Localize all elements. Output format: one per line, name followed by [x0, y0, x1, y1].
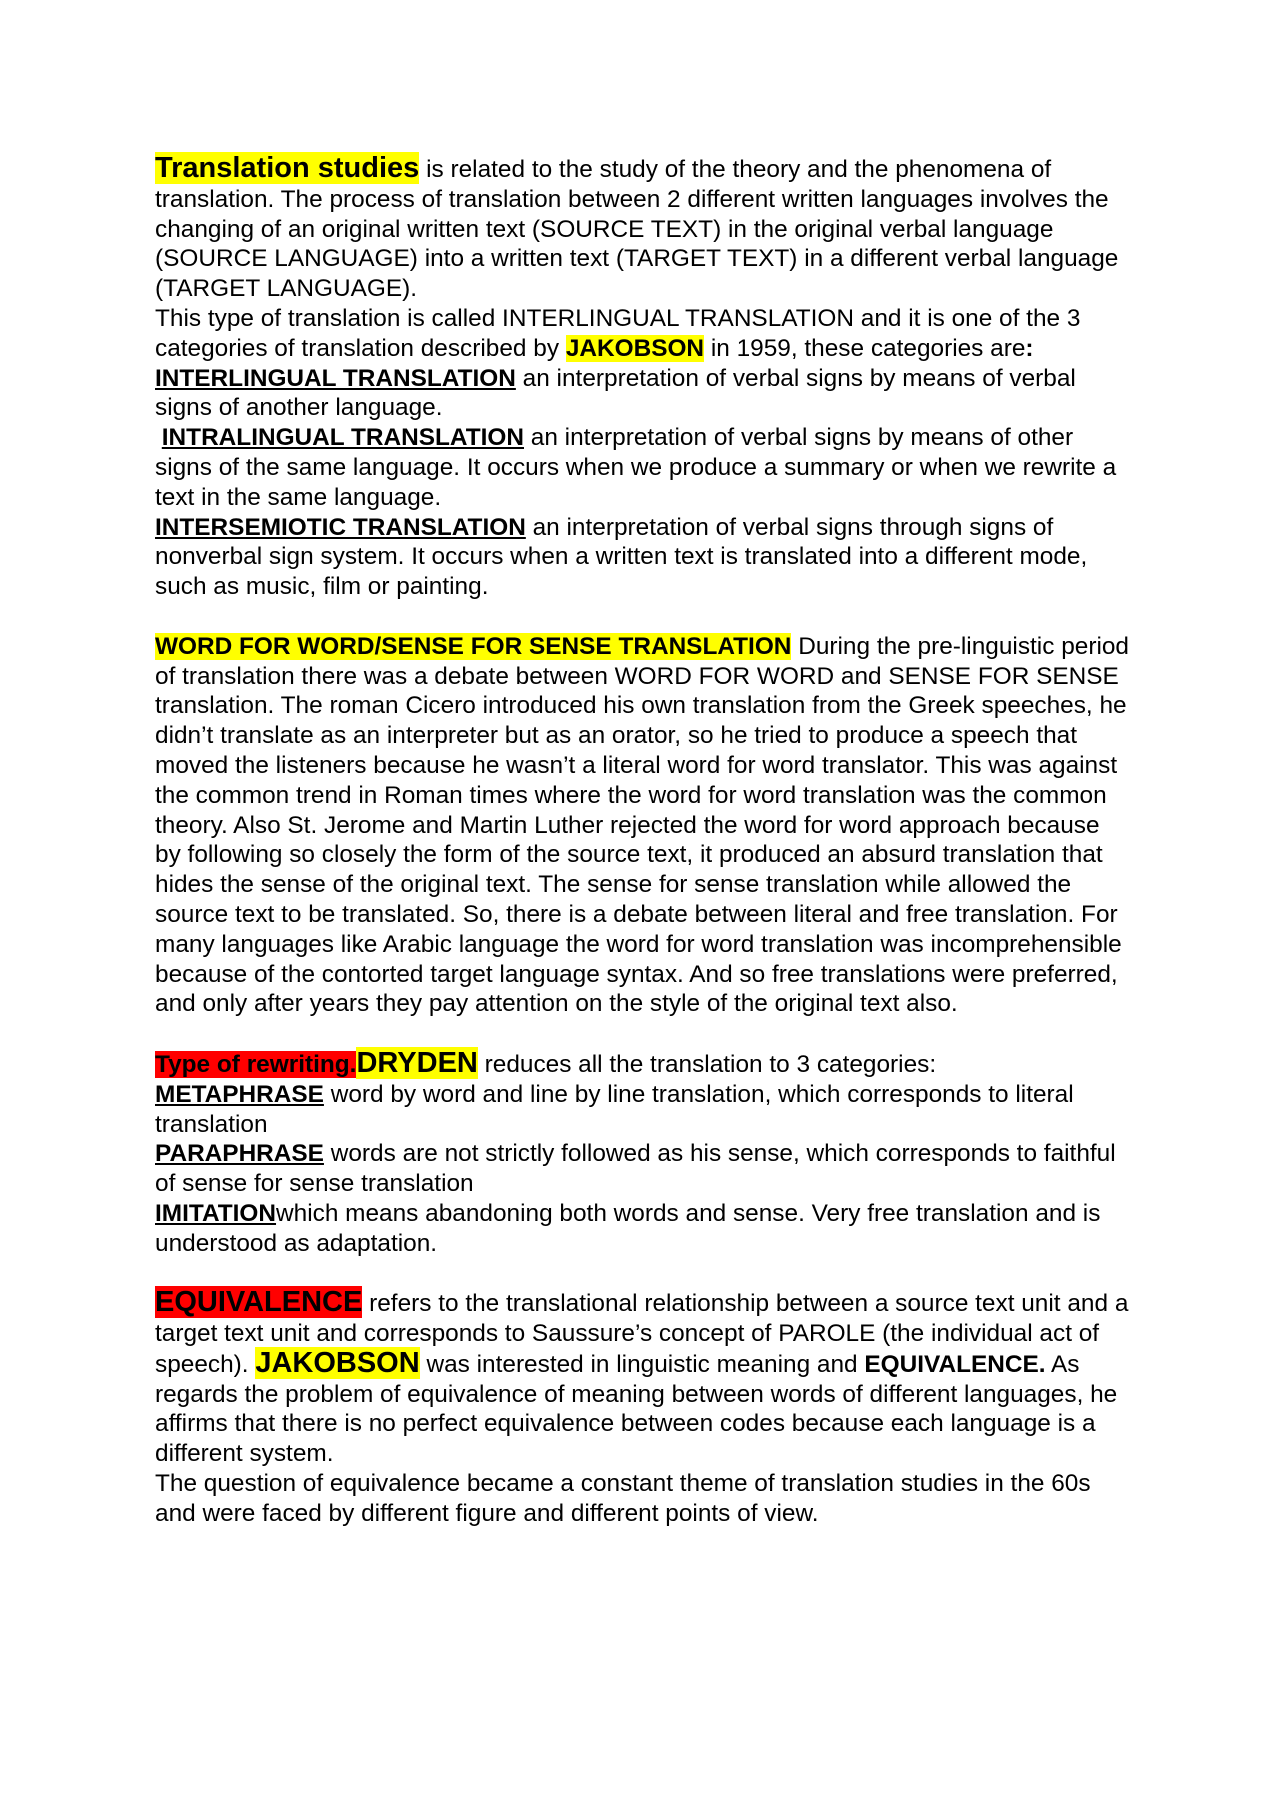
desc-paraphrase: words are not strictly followed as his sense, which corresponds to faithful of sense for sense translation: [155, 1140, 1116, 1198]
document-page: [155, 154, 1130, 1529]
desc-intersemiotic: an interpretation of verbal signs through signs of nonverbal sign system. It occurs when a written text is translated into a different mode, such as music, film or painting.: [155, 513, 1088, 601]
word-for-word-paragraph: [155, 632, 1130, 1019]
category-metaphrase: [155, 1080, 1130, 1140]
title-dryden: DRYDEN: [356, 1046, 478, 1079]
term-paraphrase: PARAPHRASE: [155, 1140, 324, 1168]
term-interlingual: INTERLINGUAL TRANSLATION: [155, 364, 516, 392]
desc-intralingual: an interpretation of verbal signs by means of other signs of the same language. It occurs when we produce a summary or when we rewrite a text in the same language.: [155, 424, 1117, 511]
desc-imitation: which means abandoning both words and sense. Very free translation and is understood as adaptation.: [155, 1199, 1101, 1257]
closing-text: The question of equivalence became a constant theme of translation studies in the 60s and were faced by different figure and different points of view.: [155, 1470, 1091, 1527]
equivalence-text-c: As regards the problem of equivalence of meaning between words of different languages, he affirms that there is no perfect equivalence between codes because each language is a different system.: [155, 1350, 1118, 1468]
term-intralingual: INTRALINGUAL TRANSLATION: [161, 424, 524, 452]
jakobson-colon: :: [1025, 334, 1034, 362]
category-intersemiotic: [155, 513, 1130, 602]
desc-interlingual: an interpretation of verbal signs by means of verbal signs of another language.: [155, 364, 1076, 422]
desc-metaphrase: word by word and line by line translation, which corresponds to literal translation: [155, 1080, 1074, 1138]
paragraph-gap: [155, 1258, 1130, 1288]
equivalence-paragraph: [155, 1288, 1130, 1469]
category-intralingual: [155, 423, 1130, 512]
title-jakobson: JAKOBSON: [255, 1346, 420, 1379]
paragraph-gap: [155, 1019, 1130, 1049]
dryden-text: reduces all the translation to 3 categories:: [477, 1050, 937, 1078]
equivalence-bold-term: EQUIVALENCE.: [864, 1350, 1046, 1378]
paragraph-gap: [155, 602, 1130, 632]
term-intersemiotic: INTERSEMIOTIC TRANSLATION: [155, 513, 526, 541]
equivalence-text-b: was interested in linguistic meaning and: [419, 1350, 865, 1378]
title-word-for-word: WORD FOR WORD/SENSE FOR SENSE TRANSLATION: [155, 632, 792, 660]
title-equivalence: EQUIVALENCE: [155, 1286, 363, 1319]
word-for-word-text: During the pre-linguistic period of translation there was a debate between WORD FOR WORD and SENSE FOR SENSE translation. The roman Cicero introduced his own translation from the Greek speeches, he didn’t translate as an interpreter but as an orator, so he tried to produce a speech that moved the listeners because he wasn’t a literal word for word translator. This was against the common trend in Roman times where the word for word translation was the common theory. Also St. Jerome and Martin Luther rejected the word for word approach because by following so closely the form of the source text, it produced an absurd translation that hides the sense of the original text. The sense for sense translation while allowed the source text to be translated. So, there is a debate between literal and free translation. For many languages like Arabic language the word for word translation was incomprehensible because of the contorted target language syntax. And so free translations were preferred, and only after years they pay attention on the style of the original text also.: [155, 632, 1129, 1018]
equivalence-text-a: refers to the translational relationship between a source text unit and a target text unit and corresponds to Saussure’s concept of PAROLE (the individual act of speech).: [155, 1290, 1129, 1378]
jakobson-text-a: This type of translation is called INTERLINGUAL TRANSLATION and it is one of the 3 categories of translation described by: [155, 304, 1081, 362]
term-imitation: IMITATION: [155, 1199, 277, 1227]
jakobson-paragraph: [155, 304, 1130, 364]
title-translation-studies: Translation studies: [155, 152, 420, 184]
category-imitation: [155, 1199, 1130, 1259]
closing-paragraph: [155, 1469, 1130, 1529]
intro-text: is related to the study of the theory and the phenomena of translation. The process of translation between 2 different written languages involves the changing of an original written text (SOURCE TEXT) in the original verbal language (SOURCE LANGUAGE) into a written text (TARGET TEXT) in a different verbal language (TARGET LANGUAGE).: [155, 156, 1119, 303]
label-type-of-rewriting: Type of rewriting.: [155, 1050, 357, 1078]
intro-paragraph: [155, 154, 1130, 304]
jakobson-highlight: JAKOBSON: [565, 334, 705, 362]
category-interlingual: [155, 364, 1130, 424]
term-metaphrase: METAPHRASE: [155, 1080, 324, 1108]
dryden-paragraph: [155, 1046, 1130, 1080]
jakobson-text-b: in 1959, these categories are: [704, 334, 1026, 362]
category-paraphrase: [155, 1139, 1130, 1199]
